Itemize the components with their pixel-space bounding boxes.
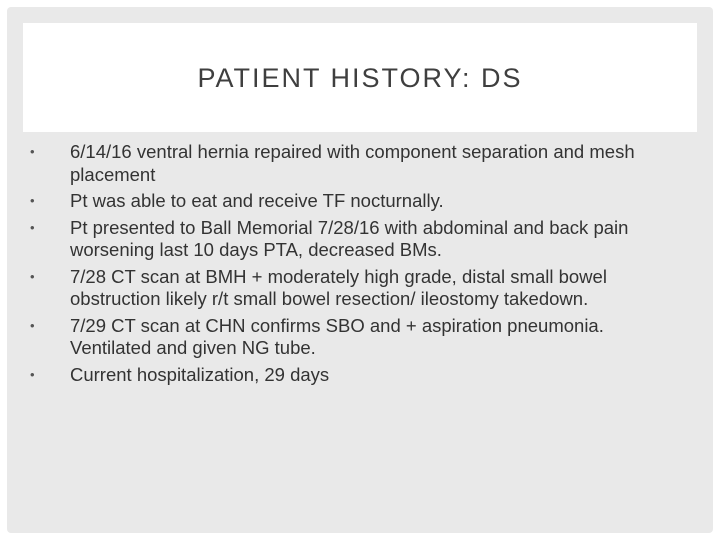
bullet-list bbox=[29, 141, 669, 386]
bullet-icon: • bbox=[30, 144, 35, 159]
bullet-item bbox=[29, 315, 669, 360]
bullet-icon: • bbox=[30, 268, 35, 284]
slide bbox=[7, 7, 713, 533]
bullet-text: Pt presented to Ball Memorial 7/28/16 with abdominal and back pain worsening last 10 days PTA, decreased BMs. bbox=[70, 216, 629, 260]
slide-content bbox=[29, 141, 669, 390]
bullet-icon: • bbox=[30, 219, 35, 235]
bullet-text: 6/14/16 ventral hernia repaired with component separation and mesh placement bbox=[70, 141, 635, 185]
bullet-item bbox=[29, 141, 669, 186]
bullet-text: Current hospitalization, 29 days bbox=[70, 363, 330, 385]
bullet-item bbox=[29, 217, 669, 262]
title-box bbox=[23, 23, 697, 132]
bullet-item bbox=[29, 190, 669, 213]
bullet-text: 7/29 CT scan at CHN confirms SBO and + aspiration pneumonia. Ventilated and given NG tube. bbox=[70, 314, 604, 358]
bullet-icon: • bbox=[30, 366, 35, 382]
bullet-item bbox=[29, 266, 669, 311]
bullet-text: 7/28 CT scan at BMH + moderately high grade, distal small bowel obstruction likely r/t small bowel resection/ ileostomy takedown. bbox=[70, 265, 607, 309]
bullet-item bbox=[29, 364, 669, 387]
bullet-icon: • bbox=[30, 317, 35, 333]
slide-title: PATIENT HISTORY: DS bbox=[197, 63, 523, 93]
bullet-icon: • bbox=[30, 193, 35, 208]
bullet-text: Pt was able to eat and receive TF nocturnally. bbox=[70, 190, 444, 211]
